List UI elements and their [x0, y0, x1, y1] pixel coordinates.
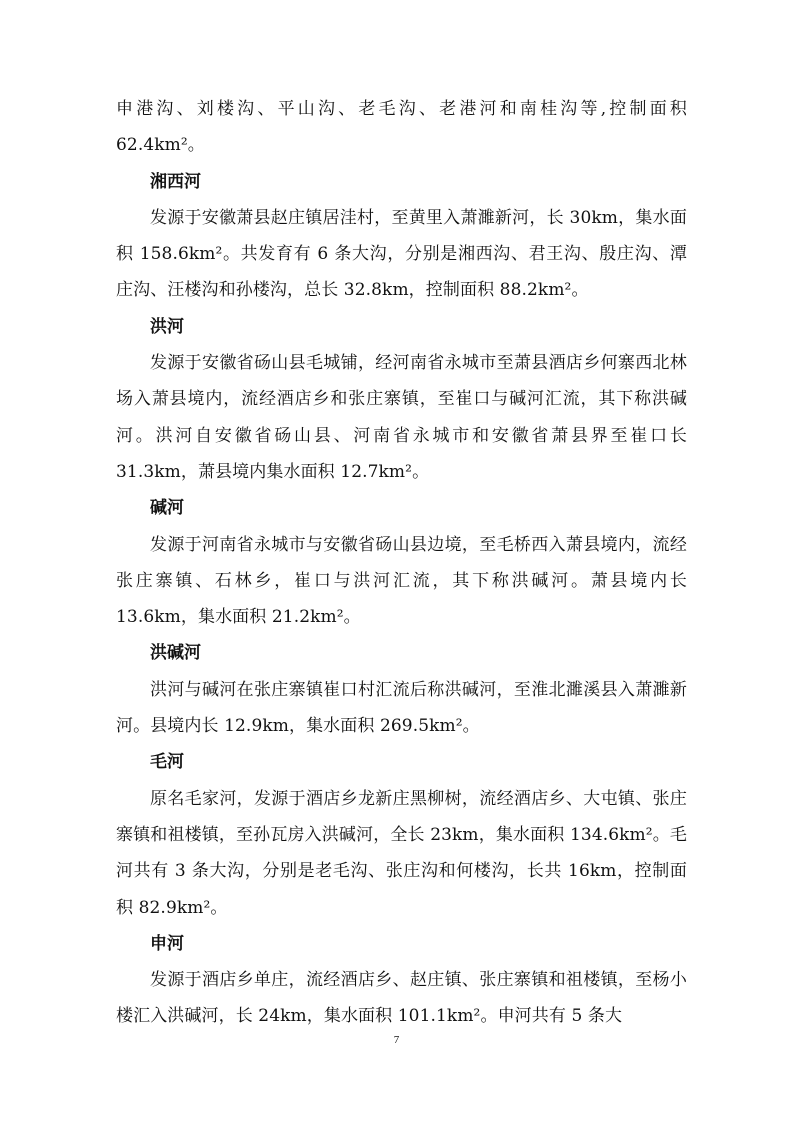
paragraph-xiangxi-river: 发源于安徽萧县赵庄镇居洼村，至黄里入萧濉新河，长 30km，集水面积 158.6km²。共发育有 6 条大沟，分别是湘西沟、君王沟、殷庄沟、潭庄沟、汪楼沟和孙楼沟，总长 32.8km，控制面积 88.2km²。 [116, 207, 687, 301]
section-heading-xiangxi-river: 湘西河 [150, 171, 201, 192]
paragraph-jian-river: 发源于河南省永城市与安徽省砀山县边境，至毛桥西入萧县境内，流经张庄寨镇、石林乡，崔口与洪河汇流，其下称洪碱河。萧县境内长 13.6km，集水面积 21.2km²。 [116, 534, 687, 628]
section-heading-hongjian-river: 洪碱河 [150, 643, 201, 664]
paragraph-hong-river: 发源于安徽省砀山县毛城铺，经河南省永城市至萧县酒店乡何寨西北林场入萧县境内，流经酒店乡和张庄寨镇，至崔口与碱河汇流，其下称洪碱河。洪河自安徽省砀山县、河南省永城市和安徽省萧县界至崔口长 31.3km，萧县境内集水面积 12.7km²。 [116, 353, 687, 482]
paragraph-shen-river: 发源于酒店乡单庄，流经酒店乡、赵庄镇、张庄寨镇和祖楼镇，至杨小楼汇入洪碱河，长 24km，集水面积 101.1km²。申河共有 5 条大 [116, 970, 687, 1027]
paragraph-hongjian-river: 洪河与碱河在张庄寨镇崔口村汇流后称洪碱河，至淮北濉溪县入萧濉新河。县境内长 12.9km，集水面积 269.5km²。 [116, 679, 687, 737]
section-heading-shen-river: 申河 [150, 933, 184, 954]
page-number: 7 [393, 1034, 400, 1046]
section-heading-jian-river: 碱河 [150, 498, 184, 519]
paragraph-continued: 申港沟、刘楼沟、平山沟、老毛沟、老港河和南桂沟等,控制面积 62.4km²。 [116, 99, 687, 156]
section-heading-hong-river: 洪河 [150, 316, 184, 337]
paragraph-mao-river: 原名毛家河，发源于酒店乡龙新庄黑柳树，流经酒店乡、大屯镇、张庄寨镇和祖楼镇，至孙瓦房入洪碱河，全长 23km，集水面积 134.6km²。毛河共有 3 条大沟，分别是老毛沟、张庄沟和何楼沟，长共 16km，控制面积 82.9km²。 [116, 788, 687, 918]
section-heading-mao-river: 毛河 [150, 752, 184, 773]
